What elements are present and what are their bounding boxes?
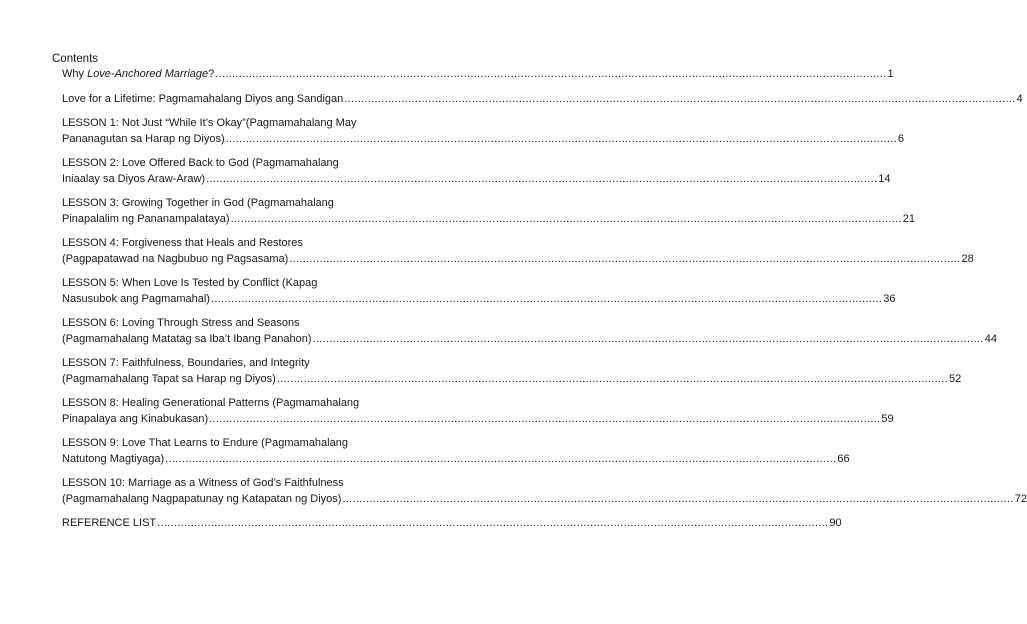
dot-leader: ........................................................................................................................................................................................................ xyxy=(289,252,961,265)
page-number: 90 xyxy=(829,517,842,529)
toc-entry-title xyxy=(62,252,288,268)
dot-leader: ........................................................................................................................................................................................................ xyxy=(209,412,881,425)
page-number: 14 xyxy=(878,172,891,185)
toc-entry[interactable] xyxy=(62,396,894,427)
dot-leader: ........................................................................................................................................................................................................ xyxy=(342,492,1014,505)
toc-entry-title-line: LESSON 4: Forgiveness that Heals and Restores xyxy=(62,237,303,249)
toc-entry-title-text: Natutong Magtiyaga) xyxy=(62,452,165,465)
toc-entry[interactable] xyxy=(62,156,891,187)
toc-entry-title-text: (Pagpapatawad na Nagbubuo ng Pagsasama) xyxy=(62,252,289,265)
toc-entry-title xyxy=(62,132,225,148)
toc-entry-title-text: (Pagmamahalang Matatag sa Iba’t Ibang Panahon) xyxy=(62,332,312,345)
dot-leader: ........................................................................................................................................................................................................ xyxy=(344,92,1016,105)
toc-entry[interactable] xyxy=(62,516,842,532)
page-number: 52 xyxy=(949,372,962,385)
page-number: 21 xyxy=(902,212,916,225)
page-number: 59 xyxy=(881,412,894,425)
page-number: 66 xyxy=(837,452,850,465)
toc-entry-title-line: LESSON 7: Faithfulness, Boundaries, and Integrity xyxy=(62,357,310,369)
toc-entry-title xyxy=(62,67,214,83)
toc-entry[interactable] xyxy=(62,476,1027,507)
toc-entry[interactable] xyxy=(62,67,894,83)
dot-leader: ........................................................................................................................................................................................................ xyxy=(230,212,902,225)
toc-entry-title-line: LESSON 3: Growing Together in God (Pagmamahalang xyxy=(62,197,334,209)
toc-entry-title-italic: Love-Anchored Marriage xyxy=(87,68,209,80)
toc-entry-title-text: Love for a Lifetime: Pagmamahalang Diyos ang Sandigan xyxy=(62,92,344,105)
toc-entry[interactable] xyxy=(62,316,997,347)
dot-leader: ........................................................................................................................................................................................................ xyxy=(225,132,897,145)
toc-entry-title xyxy=(62,332,312,348)
page-number: 72 xyxy=(1014,492,1027,505)
toc-entry-title-line: LESSON 2: Love Offered Back to God (Pagmamahalang xyxy=(62,157,339,169)
dot-leader: ........................................................................................................................................................................................................ xyxy=(206,172,878,185)
toc-heading: Contents xyxy=(52,53,99,65)
page-number: 28 xyxy=(961,252,974,265)
toc-entry-title-text: Iniaalay sa Diyos Araw-Araw) xyxy=(62,172,206,185)
toc-entry-title-line: LESSON 10: Marriage as a Witness of God’s Faithfulness xyxy=(62,477,344,489)
toc-entry-title-text: (Pagmamahalang Tapat sa Harap ng Diyos) xyxy=(62,372,276,385)
toc-entry[interactable] xyxy=(62,116,905,147)
toc-entry-title xyxy=(62,452,164,468)
toc-entry-title-text: Pinapalalim ng Pananampalataya) xyxy=(62,212,230,225)
page-number: 6 xyxy=(897,132,905,145)
toc-entry[interactable] xyxy=(62,92,1023,108)
toc-entry[interactable] xyxy=(62,196,916,227)
toc-entry-title xyxy=(62,492,341,508)
page-number: 36 xyxy=(883,292,896,305)
toc-entry[interactable] xyxy=(62,276,896,307)
dot-leader: ........................................................................................................................................................................................................ xyxy=(276,372,949,385)
toc-entry-title xyxy=(62,516,156,532)
dot-leader: ........................................................................................................................................................................................................ xyxy=(210,292,883,305)
dot-leader: ........................................................................................................................................................................................................ xyxy=(157,517,829,529)
dot-leader: ........................................................................................................................................................................................................ xyxy=(165,452,837,465)
toc-entry[interactable] xyxy=(62,356,962,387)
toc-entry-title-text: REFERENCE LIST xyxy=(62,517,157,529)
toc-entry-title xyxy=(62,92,343,108)
page-number: 44 xyxy=(984,332,997,345)
table-of-contents xyxy=(62,67,1027,541)
toc-entry-title xyxy=(62,212,230,228)
toc-entry-title-text: Pananagutan sa Harap ng Diyos) xyxy=(62,132,225,145)
toc-entry-title xyxy=(62,372,276,388)
toc-entry[interactable] xyxy=(62,436,850,467)
dot-leader: ........................................................................................................................................................................................................ xyxy=(312,332,984,345)
toc-entry-title-text: Why xyxy=(62,68,88,80)
page-number: 4 xyxy=(1016,92,1023,105)
toc-entry-title-line: LESSON 8: Healing Generational Patterns (Pagmamahalang xyxy=(62,397,360,409)
toc-entry-title xyxy=(62,172,205,188)
toc-entry[interactable] xyxy=(62,236,974,267)
toc-entry-title-line: LESSON 1: Not Just “While It’s Okay”(Pagmamahalang May xyxy=(62,117,357,129)
page-number: 1 xyxy=(887,68,894,80)
toc-entry-title-suffix: ? xyxy=(208,68,215,80)
toc-entry-title-text: Nasusubok ang Pagmamahal) xyxy=(62,292,210,305)
toc-entry-title xyxy=(62,412,208,428)
toc-entry-title-line: LESSON 9: Love That Learns to Endure (Pagmamahalang xyxy=(62,437,348,449)
toc-entry-title xyxy=(62,292,210,308)
toc-entry-title-line: LESSON 6: Loving Through Stress and Seasons xyxy=(62,317,300,329)
dot-leader: ........................................................................................................................................................................................................ xyxy=(215,68,887,80)
toc-entry-title-text: Pinapalaya ang Kinabukasan) xyxy=(62,412,209,425)
toc-entry-title-text: (Pagmamahalang Nagpapatunay ng Katapatan ng Diyos) xyxy=(62,492,342,505)
toc-entry-title-line: LESSON 5: When Love Is Tested by Conflict (Kapag xyxy=(62,277,318,289)
